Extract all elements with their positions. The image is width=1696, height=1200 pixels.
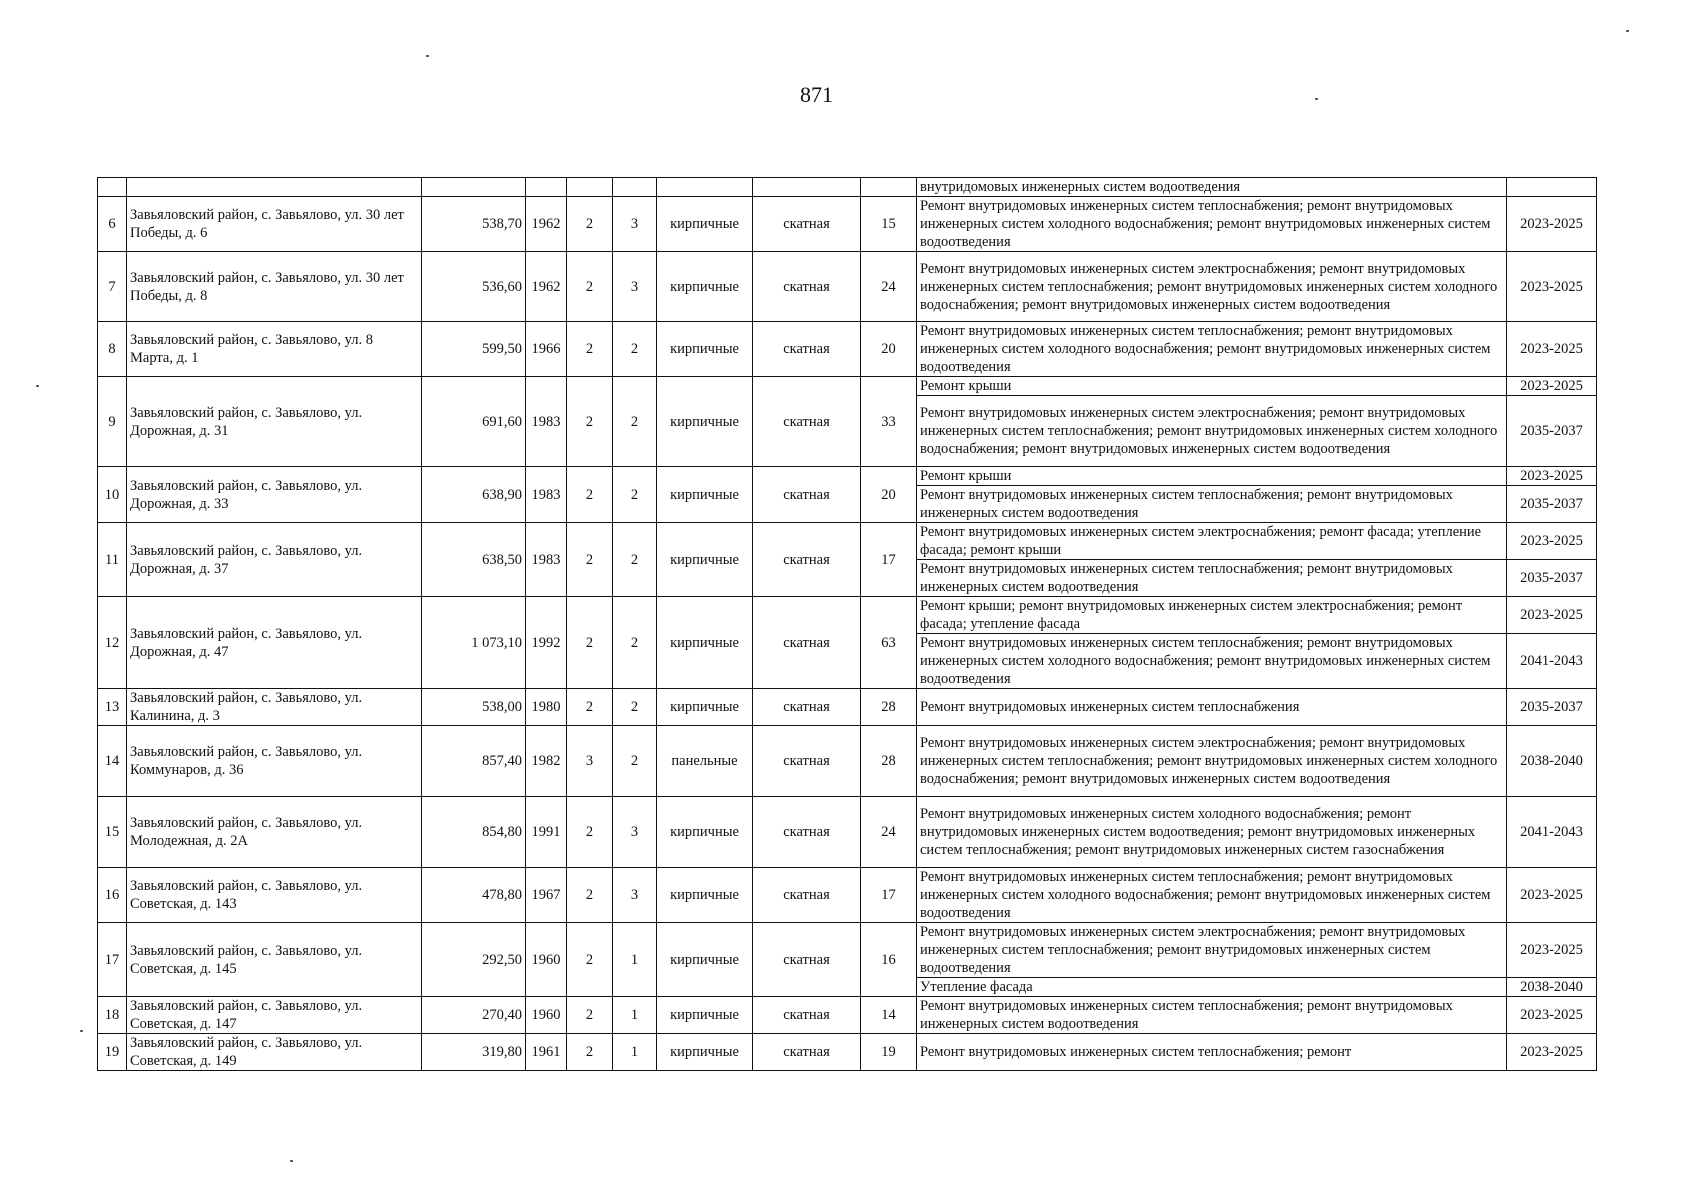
area-cell: 691,60 [422,377,526,467]
row-number: 12 [98,597,127,689]
entrances-cell: 2 [613,377,657,467]
area-cell: 538,70 [422,197,526,252]
scan-speck [290,1160,293,1162]
wall-material-cell: кирпичные [657,523,753,597]
table-row [98,377,1597,396]
roof-type-cell: скатная [753,726,861,797]
repair-work-cell: Ремонт внутридомовых инженерных систем теплоснабжения; ремонт внутридомовых инженерных систем холодного водоснабжения; ремонт внутридомовых инженерных систем водоотведения [917,868,1507,923]
wall-material-cell: кирпичные [657,467,753,523]
area-cell: 599,50 [422,322,526,377]
period-cell: 2035-2037 [1507,486,1597,523]
apartments-cell: 24 [861,252,917,322]
row-number: 18 [98,997,127,1034]
wall-material-cell: кирпичные [657,597,753,689]
floors-cell: 2 [567,252,613,322]
apartments-cell: 20 [861,322,917,377]
address-cell: Завьяловский район, с. Завьялово, ул. Советская, д. 143 [127,868,422,923]
repair-work-cell: Ремонт внутридомовых инженерных систем теплоснабжения; ремонт [917,1034,1507,1071]
row-number: 16 [98,868,127,923]
wall-material-cell: кирпичные [657,1034,753,1071]
year-cell: 1992 [526,597,567,689]
apartments-cell: 28 [861,689,917,726]
table-row [98,178,1597,197]
repair-work-cell: Ремонт внутридомовых инженерных систем теплоснабжения; ремонт внутридомовых инженерных систем водоотведения [917,997,1507,1034]
period-cell: 2023-2025 [1507,868,1597,923]
period-cell: 2023-2025 [1507,997,1597,1034]
entrances-cell: 2 [613,322,657,377]
floors-cell: 2 [567,868,613,923]
repair-work-cell: Ремонт внутридомовых инженерных систем теплоснабжения [917,689,1507,726]
period-cell: 2023-2025 [1507,252,1597,322]
table-row [98,523,1597,560]
area-cell: 292,50 [422,923,526,997]
entrances-cell: 1 [613,1034,657,1071]
repair-work-cell: Ремонт крыши [917,377,1507,396]
row-number: 8 [98,322,127,377]
entrances-cell: 3 [613,868,657,923]
roof-type-cell: скатная [753,797,861,868]
address-cell: Завьяловский район, с. Завьялово, ул. 30 лет Победы, д. 6 [127,197,422,252]
wall-material-cell: кирпичные [657,322,753,377]
period-cell: 2041-2043 [1507,797,1597,868]
scan-speck [36,385,39,387]
period-cell: 2041-2043 [1507,634,1597,689]
year-cell: 1960 [526,997,567,1034]
repair-work-cell: Ремонт внутридомовых инженерных систем теплоснабжения; ремонт внутридомовых инженерных систем холодного водоснабжения; ремонт внутридомовых инженерных систем водоотведения [917,634,1507,689]
floors-cell: 2 [567,923,613,997]
scan-speck [1626,30,1629,32]
repair-work-cell: внутридомовых инженерных систем водоотведения [917,178,1507,197]
repair-work-cell: Ремонт внутридомовых инженерных систем электроснабжения; ремонт внутридомовых инженерных систем теплоснабжения; ремонт внутридомовых инженерных систем водоотведения [917,923,1507,978]
floors-cell: 2 [567,523,613,597]
wall-material-cell: кирпичные [657,377,753,467]
floors-cell: 2 [567,597,613,689]
repair-work-cell: Ремонт внутридомовых инженерных систем теплоснабжения; ремонт внутридомовых инженерных систем водоотведения [917,560,1507,597]
period-cell: 2038-2040 [1507,726,1597,797]
period-cell: 2023-2025 [1507,322,1597,377]
area-cell: 638,90 [422,467,526,523]
repair-work-cell: Ремонт внутридомовых инженерных систем электроснабжения; ремонт фасада; утепление фасада; ремонт крыши [917,523,1507,560]
table-row [98,1034,1597,1071]
address-cell: Завьяловский район, с. Завьялово, ул. Советская, д. 149 [127,1034,422,1071]
area-cell: 1 073,10 [422,597,526,689]
year-cell: 1960 [526,923,567,997]
area-cell: 638,50 [422,523,526,597]
row-number: 17 [98,923,127,997]
area-cell: 854,80 [422,797,526,868]
repair-work-cell: Ремонт внутридомовых инженерных систем электроснабжения; ремонт внутридомовых инженерных систем теплоснабжения; ремонт внутридомовых инженерных систем холодного водоснабжения; ремонт внутридомовых инженерных систем водоотведения [917,396,1507,467]
year-cell: 1962 [526,197,567,252]
row-number: 10 [98,467,127,523]
year-cell: 1980 [526,689,567,726]
repair-work-cell: Утепление фасада [917,978,1507,997]
entrances-cell: 2 [613,467,657,523]
period-cell: 2023-2025 [1507,523,1597,560]
table-row [98,689,1597,726]
entrances-cell: 1 [613,997,657,1034]
period-cell: 2035-2037 [1507,560,1597,597]
roof-type-cell: скатная [753,923,861,997]
entrances-cell: 1 [613,923,657,997]
roof-type-cell: скатная [753,252,861,322]
roof-type-cell: скатная [753,597,861,689]
wall-material-cell: кирпичные [657,923,753,997]
row-number: 9 [98,377,127,467]
year-cell: 1982 [526,726,567,797]
entrances-cell: 3 [613,197,657,252]
apartments-cell: 14 [861,997,917,1034]
scan-speck [1315,98,1318,100]
repair-work-cell: Ремонт внутридомовых инженерных систем теплоснабжения; ремонт внутридомовых инженерных систем водоотведения [917,486,1507,523]
area-cell: 536,60 [422,252,526,322]
area-cell [422,178,526,197]
repair-work-cell: Ремонт внутридомовых инженерных систем теплоснабжения; ремонт внутридомовых инженерных систем холодного водоснабжения; ремонт внутридомовых инженерных систем водоотведения [917,322,1507,377]
floors-cell: 2 [567,997,613,1034]
area-cell: 857,40 [422,726,526,797]
period-cell: 2035-2037 [1507,689,1597,726]
period-cell: 2035-2037 [1507,396,1597,467]
table-row [98,923,1597,978]
table-row [98,322,1597,377]
roof-type-cell: скатная [753,523,861,597]
address-cell: Завьяловский район, с. Завьялово, ул. Советская, д. 145 [127,923,422,997]
apartments-cell: 33 [861,377,917,467]
area-cell: 270,40 [422,997,526,1034]
floors-cell: 2 [567,1034,613,1071]
floors-cell: 2 [567,797,613,868]
address-cell: Завьяловский район, с. Завьялово, ул. Дорожная, д. 47 [127,597,422,689]
apartments-cell: 19 [861,1034,917,1071]
roof-type-cell: скатная [753,1034,861,1071]
area-cell: 538,00 [422,689,526,726]
repair-work-cell: Ремонт крыши; ремонт внутридомовых инженерных систем электроснабжения; ремонт фасада; утепление фасада [917,597,1507,634]
apartments-cell: 17 [861,523,917,597]
wall-material-cell [657,178,753,197]
floors-cell: 2 [567,689,613,726]
period-cell [1507,178,1597,197]
table-row [98,252,1597,322]
wall-material-cell: кирпичные [657,868,753,923]
address-cell: Завьяловский район, с. Завьялово, ул. Советская, д. 147 [127,997,422,1034]
roof-type-cell: скатная [753,868,861,923]
apartments-cell: 15 [861,197,917,252]
entrances-cell: 3 [613,797,657,868]
row-number: 15 [98,797,127,868]
table-row [98,726,1597,797]
year-cell: 1983 [526,467,567,523]
apartments-cell: 16 [861,923,917,997]
floors-cell: 2 [567,467,613,523]
row-number: 14 [98,726,127,797]
entrances-cell: 3 [613,252,657,322]
area-cell: 478,80 [422,868,526,923]
entrances-cell: 2 [613,726,657,797]
address-cell: Завьяловский район, с. Завьялово, ул. Дорожная, д. 31 [127,377,422,467]
roof-type-cell [753,178,861,197]
row-number: 13 [98,689,127,726]
address-cell: Завьяловский район, с. Завьялово, ул. Коммунаров, д. 36 [127,726,422,797]
floors-cell: 2 [567,322,613,377]
address-cell: Завьяловский район, с. Завьялово, ул. Молодежная, д. 2А [127,797,422,868]
apartments-cell [861,178,917,197]
apartments-cell: 63 [861,597,917,689]
table-row [98,597,1597,634]
period-cell: 2023-2025 [1507,597,1597,634]
floors-cell: 3 [567,726,613,797]
repair-work-cell: Ремонт внутридомовых инженерных систем электроснабжения; ремонт внутридомовых инженерных систем теплоснабжения; ремонт внутридомовых инженерных систем холодного водоснабжения; ремонт внутридомовых инженерных систем водоотведения [917,252,1507,322]
period-cell: 2023-2025 [1507,377,1597,396]
table-row [98,997,1597,1034]
period-cell: 2023-2025 [1507,197,1597,252]
scan-speck [80,1030,83,1032]
year-cell [526,178,567,197]
table-row [98,797,1597,868]
page-number: 871 [800,82,833,107]
year-cell: 1983 [526,377,567,467]
address-cell: Завьяловский район, с. Завьялово, ул. Калинина, д. 3 [127,689,422,726]
year-cell: 1966 [526,322,567,377]
wall-material-cell: кирпичные [657,689,753,726]
row-number: 19 [98,1034,127,1071]
floors-cell [567,178,613,197]
repair-work-cell: Ремонт внутридомовых инженерных систем теплоснабжения; ремонт внутридомовых инженерных систем холодного водоснабжения; ремонт внутридомовых инженерных систем водоотведения [917,197,1507,252]
year-cell: 1991 [526,797,567,868]
apartments-cell: 28 [861,726,917,797]
period-cell: 2023-2025 [1507,923,1597,978]
entrances-cell [613,178,657,197]
wall-material-cell: кирпичные [657,252,753,322]
wall-material-cell: кирпичные [657,797,753,868]
apartments-cell: 24 [861,797,917,868]
row-number: 11 [98,523,127,597]
repair-work-cell: Ремонт крыши [917,467,1507,486]
roof-type-cell: скатная [753,467,861,523]
entrances-cell: 2 [613,689,657,726]
period-cell: 2023-2025 [1507,1034,1597,1071]
wall-material-cell: кирпичные [657,197,753,252]
roof-type-cell: скатная [753,377,861,467]
address-cell: Завьяловский район, с. Завьялово, ул. 30 лет Победы, д. 8 [127,252,422,322]
scan-speck [426,55,429,57]
address-cell [127,178,422,197]
repair-work-cell: Ремонт внутридомовых инженерных систем электроснабжения; ремонт внутридомовых инженерных систем теплоснабжения; ремонт внутридомовых инженерных систем холодного водоснабжения; ремонт внутридомовых инженерных систем водоотведения [917,726,1507,797]
year-cell: 1983 [526,523,567,597]
table-row [98,868,1597,923]
row-number: 6 [98,197,127,252]
roof-type-cell: скатная [753,689,861,726]
address-cell: Завьяловский район, с. Завьялово, ул. 8 Марта, д. 1 [127,322,422,377]
address-cell: Завьяловский район, с. Завьялово, ул. Дорожная, д. 33 [127,467,422,523]
roof-type-cell: скатная [753,997,861,1034]
entrances-cell: 2 [613,523,657,597]
year-cell: 1962 [526,252,567,322]
year-cell: 1967 [526,868,567,923]
area-cell: 319,80 [422,1034,526,1071]
roof-type-cell: скатная [753,322,861,377]
wall-material-cell: панельные [657,726,753,797]
wall-material-cell: кирпичные [657,997,753,1034]
year-cell: 1961 [526,1034,567,1071]
table-row [98,197,1597,252]
housing-repair-table [97,177,1597,1071]
address-cell: Завьяловский район, с. Завьялово, ул. Дорожная, д. 37 [127,523,422,597]
table-row [98,467,1597,486]
floors-cell: 2 [567,197,613,252]
roof-type-cell: скатная [753,197,861,252]
entrances-cell: 2 [613,597,657,689]
repair-work-cell: Ремонт внутридомовых инженерных систем холодного водоснабжения; ремонт внутридомовых инженерных систем водоотведения; ремонт внутридомовых инженерных систем теплоснабжения; ремонт внутридомовых инженерных систем газоснабжения [917,797,1507,868]
apartments-cell: 20 [861,467,917,523]
period-cell: 2023-2025 [1507,467,1597,486]
row-number: 7 [98,252,127,322]
floors-cell: 2 [567,377,613,467]
period-cell: 2038-2040 [1507,978,1597,997]
row-number [98,178,127,197]
apartments-cell: 17 [861,868,917,923]
